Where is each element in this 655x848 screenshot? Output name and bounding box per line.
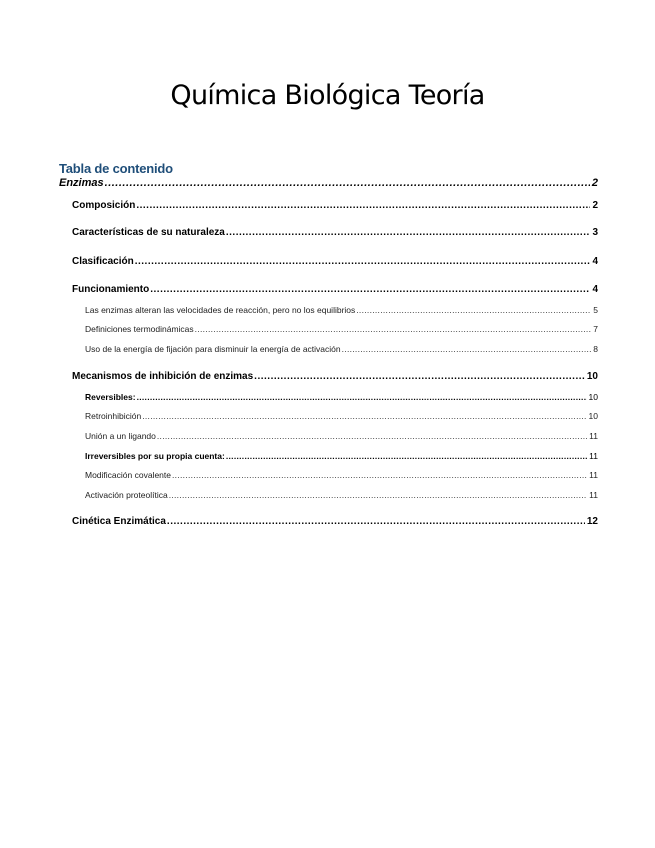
toc-leader	[342, 344, 592, 354]
toc-entry-label: Reversibles:	[85, 392, 136, 402]
toc-entry-label: Mecanismos de inhibición de enzimas	[72, 371, 254, 382]
toc-leader	[135, 256, 591, 267]
toc-page-number: 4	[592, 284, 598, 295]
toc-heading: Tabla de contenido	[59, 161, 173, 176]
toc-leader	[356, 305, 591, 315]
toc-leader	[150, 284, 590, 295]
toc-entry-label: Características de su naturaleza	[72, 227, 225, 238]
toc-leader	[136, 200, 590, 211]
toc-entry-funcionamiento[interactable]	[72, 284, 598, 295]
toc-entry-label: Clasificación	[72, 256, 134, 267]
toc-page-number: 11	[589, 431, 598, 441]
toc-entry-label: Modificación covalente	[85, 470, 171, 480]
toc-leader	[142, 411, 586, 421]
toc-entry-label: Uso de la energía de fijación para disminuir la energía de activación	[85, 344, 341, 354]
toc-entry-cinetica[interactable]	[72, 516, 598, 527]
toc-leader	[105, 177, 590, 189]
toc-leader	[195, 324, 592, 334]
toc-page-number: 10	[588, 411, 598, 421]
toc-page-number: 11	[589, 470, 598, 480]
toc-leader	[226, 451, 587, 461]
toc-page-number: 12	[586, 516, 598, 527]
toc-page-number: 11	[589, 451, 598, 461]
toc-page-number: 2	[592, 200, 598, 211]
toc-leader	[167, 516, 585, 527]
toc-page-number: 8	[593, 344, 598, 354]
toc-entry-enzimas[interactable]	[59, 177, 598, 189]
toc-leader	[226, 227, 591, 238]
toc-entry-retroinhibicion[interactable]	[85, 411, 598, 421]
toc-entry-label: Composición	[72, 200, 136, 211]
toc-leader	[157, 431, 587, 441]
toc-entry-label: Enzimas	[59, 177, 104, 189]
toc-entry-definiciones[interactable]	[85, 324, 598, 334]
toc-page-number: 3	[592, 227, 598, 238]
toc-page-number: 10	[586, 371, 598, 382]
toc-page-number: 5	[593, 305, 598, 315]
toc-page-number: 11	[589, 490, 598, 500]
toc-entry-composicion[interactable]	[72, 200, 598, 211]
toc-entry-label: Las enzimas alteran las velocidades de reacción, pero no los equilibrios	[85, 305, 356, 315]
toc-entry-label: Cinética Enzimática	[72, 516, 166, 527]
document-title: Química Biológica Teoría	[170, 80, 485, 111]
toc-entry-label: Definiciones termodinámicas	[85, 324, 194, 334]
toc-page-number: 10	[588, 392, 598, 402]
toc-entry-velocidades[interactable]	[85, 305, 598, 315]
toc-entry-label: Retroinhibición	[85, 411, 142, 421]
toc-page-number: 2	[591, 177, 598, 189]
toc-entry-label: Unión a un ligando	[85, 431, 156, 441]
toc-leader	[172, 470, 587, 480]
toc-entry-label: Activación proteolítica	[85, 490, 168, 500]
toc-entry-caracteristicas[interactable]	[72, 227, 598, 238]
toc-page-number: 4	[592, 256, 598, 267]
toc-entry-union-ligando[interactable]	[85, 431, 598, 441]
toc-entry-label: Funcionamiento	[72, 284, 150, 295]
toc-leader	[254, 371, 585, 382]
toc-entry-energia-fijacion[interactable]	[85, 344, 598, 354]
toc-entry-modificacion-covalente[interactable]	[85, 470, 598, 480]
toc-entry-label: Irreversibles por su propia cuenta:	[85, 451, 225, 461]
toc-entry-mecanismos[interactable]	[72, 371, 598, 382]
toc-entry-clasificacion[interactable]	[72, 256, 598, 267]
toc-leader	[137, 392, 587, 402]
toc-entry-activacion-proteolitica[interactable]	[85, 490, 598, 500]
toc-leader	[169, 490, 587, 500]
toc-page-number: 7	[593, 324, 598, 334]
toc-entry-reversibles[interactable]	[85, 392, 598, 402]
toc-entry-irreversibles[interactable]	[85, 451, 598, 461]
